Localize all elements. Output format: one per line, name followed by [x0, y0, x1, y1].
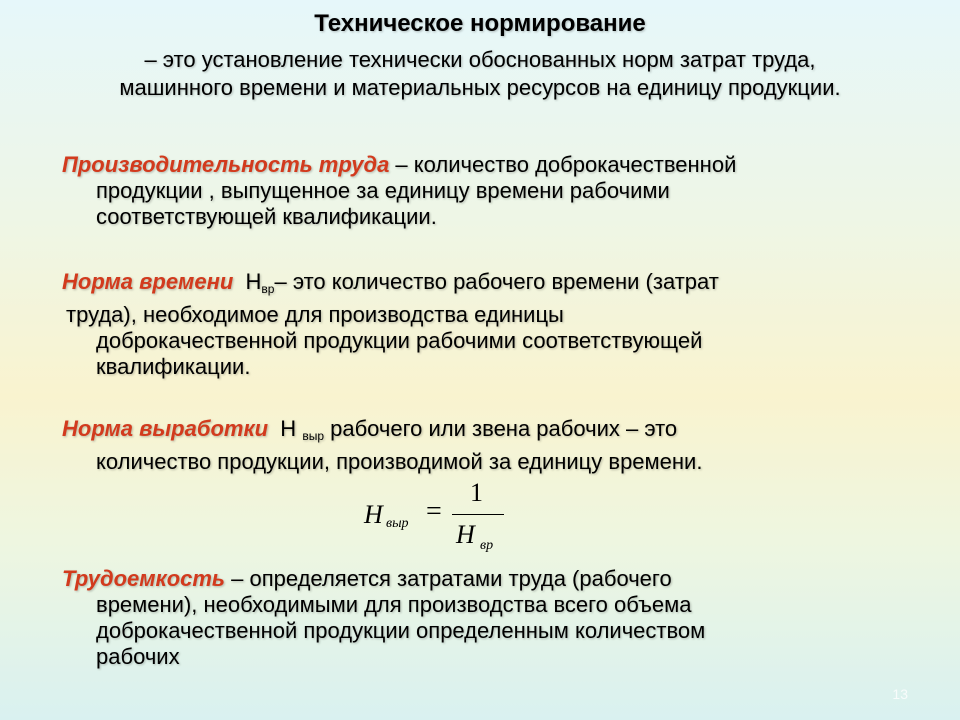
slide-subtitle	[30, 46, 930, 102]
labor-intensity-text-1: – определяется затратами труда (рабочего	[225, 566, 672, 591]
labor-intensity-definition	[62, 566, 705, 670]
output-norm-term: Норма выработки	[62, 416, 269, 441]
output-norm-definition	[62, 416, 702, 475]
time-norm-text-4: квалификации.	[96, 354, 251, 379]
time-norm-definition	[62, 269, 719, 380]
page-number: 13	[892, 686, 908, 702]
formula-lhs-sub: выр	[386, 516, 409, 531]
formula-fraction-bar	[452, 514, 504, 515]
formula-equals: =	[426, 496, 442, 527]
productivity-definition	[62, 152, 736, 230]
productivity-text-2: продукции , выпущенное за единицу времени рабочими	[96, 178, 670, 203]
output-norm-symbol: Н	[280, 416, 297, 441]
labor-intensity-text-2: времени), необходимыми для производства всего объема	[96, 592, 692, 617]
output-norm-text-2: количество продукции, производимой за единицу времени.	[96, 449, 703, 474]
time-norm-term: Норма времени	[62, 269, 234, 294]
output-norm-formula	[360, 478, 510, 562]
formula-denominator-sub: вр	[480, 538, 494, 553]
subtitle-line-2: машинного времени и материальных ресурсов на единицу продукции.	[119, 75, 841, 100]
time-norm-text-3: доброкачественной продукции рабочими соответствующей	[96, 328, 703, 353]
productivity-text-3: соответствующей квалификации.	[96, 204, 437, 229]
formula-numerator: 1	[470, 478, 483, 507]
labor-intensity-term: Трудоемкость	[62, 566, 225, 591]
output-norm-text-1: рабочего или звена рабочих – это	[324, 416, 678, 441]
time-norm-symbol: Н	[245, 269, 262, 294]
time-norm-text-2: труда), необходимое для производства единицы	[66, 302, 564, 327]
productivity-text-1: – количество доброкачественной	[389, 152, 737, 177]
output-norm-symbol-sub: выр	[302, 429, 324, 443]
formula-denominator: H	[456, 520, 475, 549]
time-norm-text-1: – это количество рабочего времени (затрат	[274, 269, 719, 294]
subtitle-line-1: – это установление технически обоснованных норм затрат труда,	[144, 47, 816, 72]
slide-title: Техническое нормирование	[314, 10, 646, 37]
formula-lhs: H	[364, 500, 383, 529]
labor-intensity-text-3: доброкачественной продукции определенным количеством	[96, 618, 706, 643]
labor-intensity-text-4: рабочих	[96, 644, 180, 669]
productivity-term: Производительность труда	[62, 152, 390, 177]
time-norm-symbol-sub: вр	[261, 282, 275, 296]
